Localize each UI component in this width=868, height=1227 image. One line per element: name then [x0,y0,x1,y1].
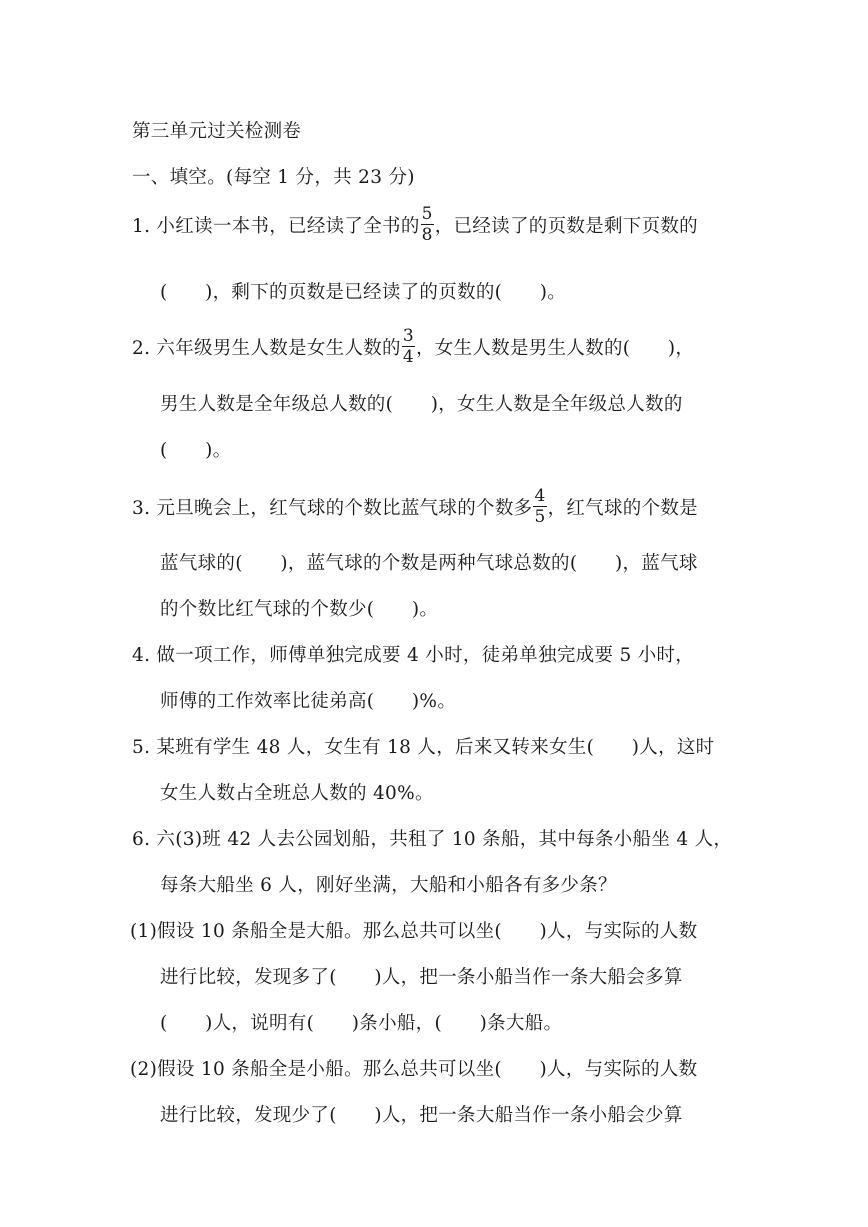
question-2-line-2: 男生人数是全年级总人数的( )，女生人数是全年级总人数的 [160,394,683,415]
question-6-part-2-line-1: (2)假设 10 条船全是小船。那么总共可以坐( )人，与实际的人数 [130,1059,698,1080]
question-5-line-1: 5. 某班有学生 48 人，女生有 18 人，后来又转来女生( )人，这时 [132,737,715,758]
fraction-5-8 [421,206,434,244]
fraction-4-5 [533,488,546,526]
question-3-line-3: 的个数比红气球的个数少( )。 [160,599,439,620]
question-6-part-1-line-3: ( )人，说明有( )条小船，( )条大船。 [160,1013,563,1034]
section-heading: 一、填空。(每空 1 分，共 23 分) [132,167,415,188]
question-2-line-3: ( )。 [160,440,232,461]
q3-text-a: 3. 元旦晚会上，红气球的个数比蓝气球的个数多 [132,498,533,519]
q1-text-a: 1. 小红读一本书，已经读了全书的 [132,216,420,237]
question-5-line-2: 女生人数占全班总人数的 40%。 [160,783,434,804]
fraction-denominator: 5 [534,507,546,527]
q1-text-b: ，已经读了的页数是剩下页数的 [434,216,698,237]
q2-text-a: 2. 六年级男生人数是女生人数的 [132,338,401,359]
question-6-part-2-line-2: 进行比较，发现少了( )人，把一条大船当作一条小船会少算 [160,1105,683,1126]
fraction-numerator: 5 [421,204,433,224]
worksheet-title: 第三单元过关检测卷 [132,121,302,142]
question-6-line-1: 6. 六(3)班 42 人去公园划船，共租了 10 条船，其中每条小船坐 4 人， [132,829,733,850]
question-3-line-1 [132,486,698,528]
question-2-line-1 [132,326,695,368]
question-4-line-1: 4. 做一项工作，师傅单独完成要 4 小时，徒弟单独完成要 5 小时， [132,645,695,666]
fraction-numerator: 4 [534,486,546,506]
question-6-part-1-line-1: (1)假设 10 条船全是大船。那么总共可以坐( )人，与实际的人数 [130,921,698,942]
question-1-line-1 [132,204,698,246]
q2-text-b: ，女生人数是男生人数的( )， [415,338,695,359]
fraction-3-4 [402,328,415,366]
question-6-part-1-line-2: 进行比较，发现多了( )人，把一条小船当作一条大船会多算 [160,967,683,988]
fraction-denominator: 4 [402,347,414,367]
question-3-line-2: 蓝气球的( )，蓝气球的个数是两种气球总数的( )，蓝气球 [160,553,698,574]
fraction-denominator: 8 [421,225,433,245]
question-1-line-2: ( )，剩下的页数是已经读了的页数的( )。 [160,282,567,303]
fraction-numerator: 3 [402,326,414,346]
q3-text-b: ，红气球的个数是 [547,498,698,519]
question-4-line-2: 师傅的工作效率比徒弟高( )%。 [160,691,457,712]
question-6-line-2: 每条大船坐 6 人，刚好坐满，大船和小船各有多少条？ [160,875,617,896]
